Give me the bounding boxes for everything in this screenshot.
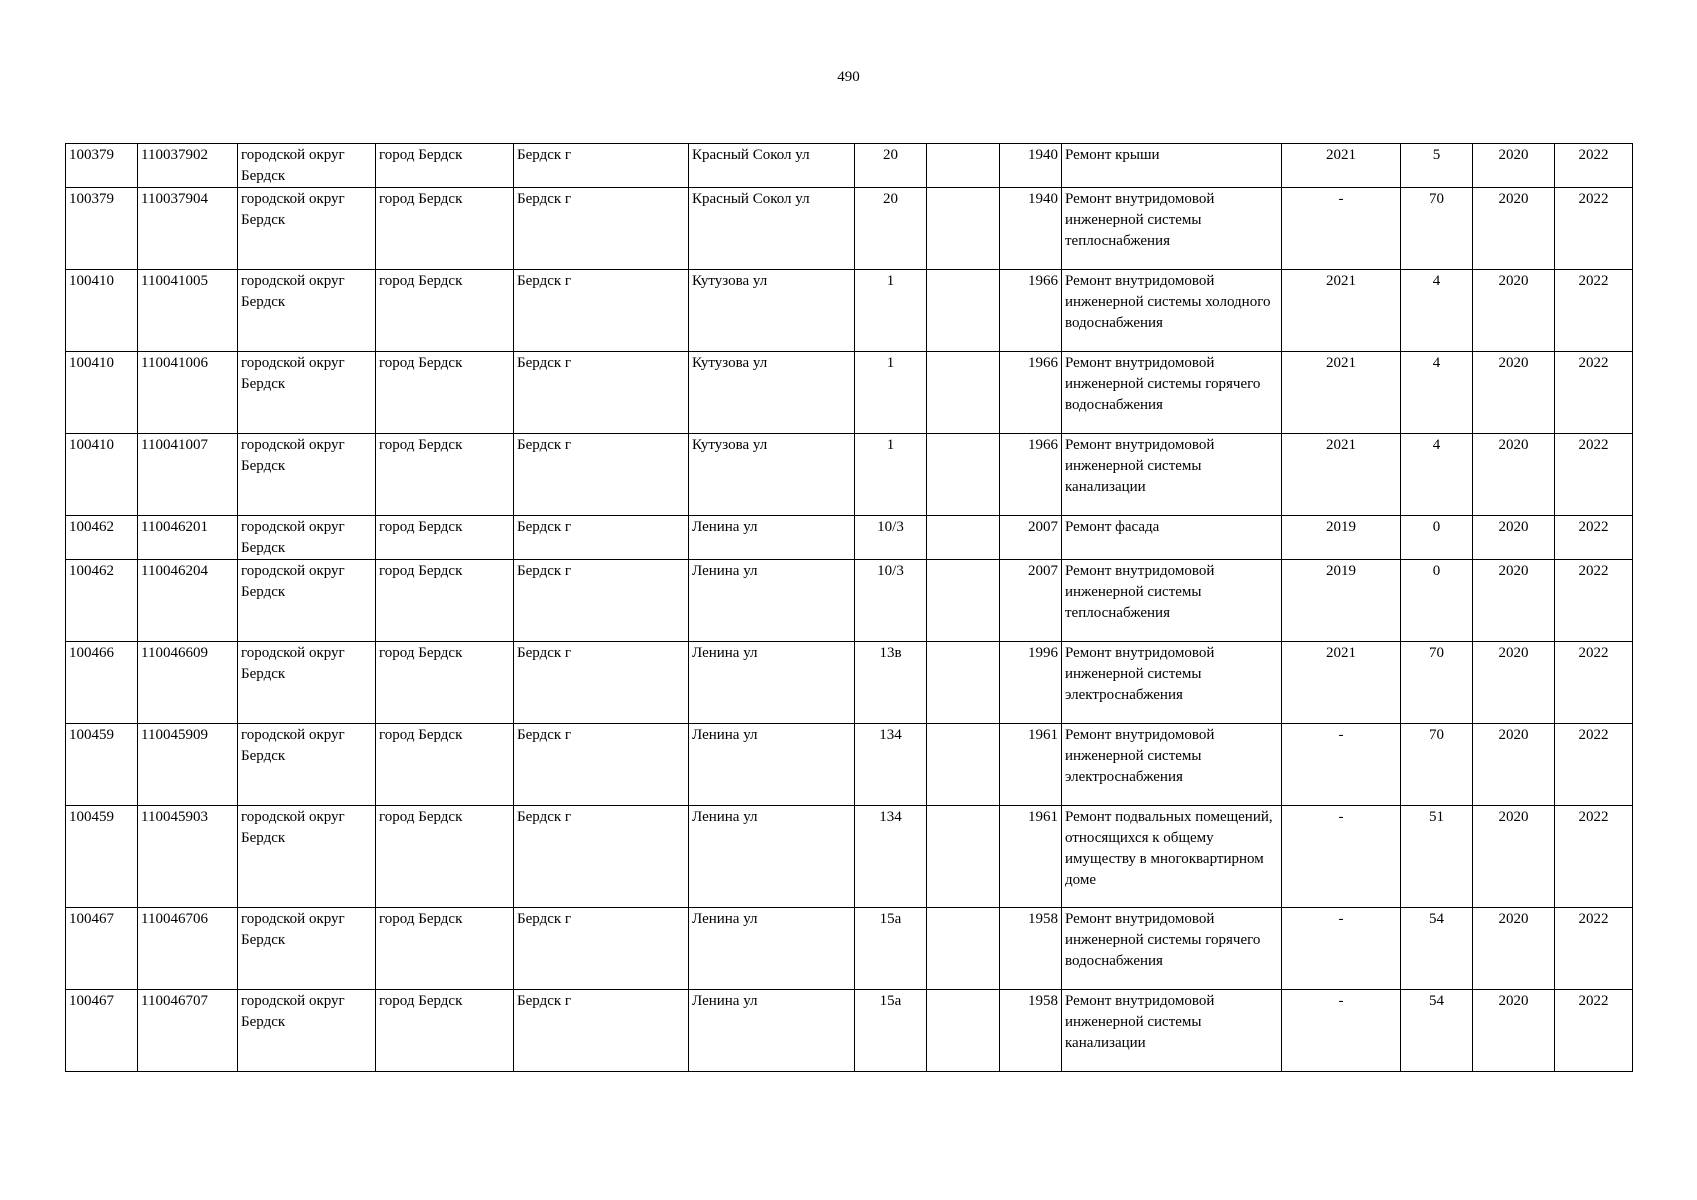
work-id-cell: 110046707 — [138, 990, 238, 1072]
building-cell — [927, 270, 1000, 352]
wear-percent-cell: 0 — [1401, 516, 1473, 560]
table-row — [66, 188, 1633, 270]
locality-cell: Бердск г — [514, 352, 689, 434]
locality-cell: Бердск г — [514, 144, 689, 188]
house-number-cell: 13в — [855, 642, 927, 724]
building-cell — [927, 188, 1000, 270]
table-row — [66, 270, 1633, 352]
house-number-cell: 20 — [855, 144, 927, 188]
work-type-cell: Ремонт внутридомовой инженерной системы горячего водоснабжения — [1062, 908, 1282, 990]
work-id-cell: 110041007 — [138, 434, 238, 516]
settlement-cell: город Бердск — [376, 434, 514, 516]
plan-end-cell: 2022 — [1555, 516, 1633, 560]
plan-start-cell: 2020 — [1473, 908, 1555, 990]
last-repair-year-cell: 2021 — [1282, 352, 1401, 434]
house-id-cell: 100379 — [66, 144, 138, 188]
plan-end-cell: 2022 — [1555, 806, 1633, 908]
plan-end-cell: 2022 — [1555, 188, 1633, 270]
locality-cell: Бердск г — [514, 270, 689, 352]
table-row — [66, 434, 1633, 516]
municipality-cell: городской округ Бердск — [238, 352, 376, 434]
last-repair-year-cell: - — [1282, 806, 1401, 908]
street-cell: Ленина ул — [689, 990, 855, 1072]
plan-start-cell: 2020 — [1473, 188, 1555, 270]
wear-percent-cell: 70 — [1401, 188, 1473, 270]
plan-start-cell: 2020 — [1473, 642, 1555, 724]
build-year-cell: 1961 — [1000, 806, 1062, 908]
locality-cell: Бердск г — [514, 724, 689, 806]
building-cell — [927, 908, 1000, 990]
house-number-cell: 20 — [855, 188, 927, 270]
settlement-cell: город Бердск — [376, 516, 514, 560]
street-cell: Кутузова ул — [689, 352, 855, 434]
plan-start-cell: 2020 — [1473, 270, 1555, 352]
work-type-cell: Ремонт подвальных помещений, относящихся к общему имуществу в многоквартирном доме — [1062, 806, 1282, 908]
build-year-cell: 1961 — [1000, 724, 1062, 806]
table-row — [66, 642, 1633, 724]
house-number-cell: 10/3 — [855, 516, 927, 560]
municipality-cell: городской округ Бердск — [238, 642, 376, 724]
settlement-cell: город Бердск — [376, 560, 514, 642]
last-repair-year-cell: 2021 — [1282, 144, 1401, 188]
plan-end-cell: 2022 — [1555, 990, 1633, 1072]
house-id-cell: 100410 — [66, 352, 138, 434]
build-year-cell: 1958 — [1000, 908, 1062, 990]
wear-percent-cell: 5 — [1401, 144, 1473, 188]
plan-end-cell: 2022 — [1555, 144, 1633, 188]
wear-percent-cell: 51 — [1401, 806, 1473, 908]
work-id-cell: 110037904 — [138, 188, 238, 270]
work-id-cell: 110041005 — [138, 270, 238, 352]
work-id-cell: 110045903 — [138, 806, 238, 908]
build-year-cell: 1966 — [1000, 270, 1062, 352]
table-row — [66, 144, 1633, 188]
work-id-cell: 110046201 — [138, 516, 238, 560]
plan-end-cell: 2022 — [1555, 724, 1633, 806]
build-year-cell: 1958 — [1000, 990, 1062, 1072]
building-cell — [927, 642, 1000, 724]
wear-percent-cell: 4 — [1401, 352, 1473, 434]
street-cell: Ленина ул — [689, 642, 855, 724]
settlement-cell: город Бердск — [376, 908, 514, 990]
building-cell — [927, 144, 1000, 188]
last-repair-year-cell: 2021 — [1282, 270, 1401, 352]
wear-percent-cell: 54 — [1401, 990, 1473, 1072]
locality-cell: Бердск г — [514, 188, 689, 270]
wear-percent-cell: 4 — [1401, 434, 1473, 516]
house-id-cell: 100459 — [66, 724, 138, 806]
last-repair-year-cell: 2021 — [1282, 642, 1401, 724]
work-type-cell: Ремонт внутридомовой инженерной системы канализации — [1062, 990, 1282, 1072]
settlement-cell: город Бердск — [376, 990, 514, 1072]
locality-cell: Бердск г — [514, 434, 689, 516]
house-number-cell: 1 — [855, 434, 927, 516]
street-cell: Кутузова ул — [689, 434, 855, 516]
settlement-cell: город Бердск — [376, 270, 514, 352]
house-id-cell: 100410 — [66, 434, 138, 516]
building-cell — [927, 560, 1000, 642]
house-number-cell: 134 — [855, 806, 927, 908]
last-repair-year-cell: - — [1282, 908, 1401, 990]
municipality-cell: городской округ Бердск — [238, 560, 376, 642]
plan-end-cell: 2022 — [1555, 270, 1633, 352]
plan-start-cell: 2020 — [1473, 144, 1555, 188]
work-type-cell: Ремонт внутридомовой инженерной системы теплоснабжения — [1062, 560, 1282, 642]
work-type-cell: Ремонт фасада — [1062, 516, 1282, 560]
street-cell: Кутузова ул — [689, 270, 855, 352]
building-cell — [927, 352, 1000, 434]
plan-start-cell: 2020 — [1473, 434, 1555, 516]
wear-percent-cell: 4 — [1401, 270, 1473, 352]
work-id-cell: 110046609 — [138, 642, 238, 724]
house-number-cell: 1 — [855, 352, 927, 434]
last-repair-year-cell: - — [1282, 724, 1401, 806]
plan-end-cell: 2022 — [1555, 642, 1633, 724]
locality-cell: Бердск г — [514, 908, 689, 990]
table-body — [66, 144, 1633, 1072]
wear-percent-cell: 70 — [1401, 642, 1473, 724]
work-id-cell: 110045909 — [138, 724, 238, 806]
plan-end-cell: 2022 — [1555, 908, 1633, 990]
work-type-cell: Ремонт внутридомовой инженерной системы теплоснабжения — [1062, 188, 1282, 270]
street-cell: Красный Сокол ул — [689, 188, 855, 270]
house-id-cell: 100459 — [66, 806, 138, 908]
plan-end-cell: 2022 — [1555, 560, 1633, 642]
municipality-cell: городской округ Бердск — [238, 188, 376, 270]
municipality-cell: городской округ Бердск — [238, 144, 376, 188]
municipality-cell: городской округ Бердск — [238, 806, 376, 908]
locality-cell: Бердск г — [514, 642, 689, 724]
work-type-cell: Ремонт крыши — [1062, 144, 1282, 188]
plan-start-cell: 2020 — [1473, 352, 1555, 434]
municipality-cell: городской округ Бердск — [238, 724, 376, 806]
wear-percent-cell: 54 — [1401, 908, 1473, 990]
locality-cell: Бердск г — [514, 806, 689, 908]
street-cell: Ленина ул — [689, 560, 855, 642]
municipality-cell: городской округ Бердск — [238, 908, 376, 990]
table-row — [66, 908, 1633, 990]
table-row — [66, 806, 1633, 908]
table-row — [66, 560, 1633, 642]
plan-start-cell: 2020 — [1473, 806, 1555, 908]
table-row — [66, 352, 1633, 434]
house-id-cell: 100462 — [66, 516, 138, 560]
plan-start-cell: 2020 — [1473, 724, 1555, 806]
work-type-cell: Ремонт внутридомовой инженерной системы горячего водоснабжения — [1062, 352, 1282, 434]
work-type-cell: Ремонт внутридомовой инженерной системы канализации — [1062, 434, 1282, 516]
settlement-cell: город Бердск — [376, 724, 514, 806]
locality-cell: Бердск г — [514, 560, 689, 642]
work-id-cell: 110046204 — [138, 560, 238, 642]
municipality-cell: городской округ Бердск — [238, 270, 376, 352]
plan-start-cell: 2020 — [1473, 560, 1555, 642]
work-id-cell: 110041006 — [138, 352, 238, 434]
house-number-cell: 134 — [855, 724, 927, 806]
last-repair-year-cell: - — [1282, 188, 1401, 270]
municipality-cell: городской округ Бердск — [238, 516, 376, 560]
street-cell: Ленина ул — [689, 516, 855, 560]
work-type-cell: Ремонт внутридомовой инженерной системы холодного водоснабжения — [1062, 270, 1282, 352]
settlement-cell: город Бердск — [376, 642, 514, 724]
build-year-cell: 1966 — [1000, 352, 1062, 434]
build-year-cell: 1966 — [1000, 434, 1062, 516]
settlement-cell: город Бердск — [376, 352, 514, 434]
plan-end-cell: 2022 — [1555, 434, 1633, 516]
house-number-cell: 10/3 — [855, 560, 927, 642]
last-repair-year-cell: - — [1282, 990, 1401, 1072]
plan-start-cell: 2020 — [1473, 990, 1555, 1072]
last-repair-year-cell: 2019 — [1282, 560, 1401, 642]
work-id-cell: 110046706 — [138, 908, 238, 990]
build-year-cell: 2007 — [1000, 560, 1062, 642]
house-id-cell: 100462 — [66, 560, 138, 642]
building-cell — [927, 724, 1000, 806]
locality-cell: Бердск г — [514, 990, 689, 1072]
settlement-cell: город Бердск — [376, 144, 514, 188]
page-number: 490 — [837, 69, 860, 85]
last-repair-year-cell: 2019 — [1282, 516, 1401, 560]
municipality-cell: городской округ Бердск — [238, 990, 376, 1072]
capital-repair-table — [65, 143, 1633, 1072]
wear-percent-cell: 0 — [1401, 560, 1473, 642]
house-id-cell: 100467 — [66, 908, 138, 990]
settlement-cell: город Бердск — [376, 188, 514, 270]
build-year-cell: 1940 — [1000, 144, 1062, 188]
build-year-cell: 2007 — [1000, 516, 1062, 560]
plan-start-cell: 2020 — [1473, 516, 1555, 560]
house-id-cell: 100379 — [66, 188, 138, 270]
table-row — [66, 724, 1633, 806]
street-cell: Ленина ул — [689, 908, 855, 990]
street-cell: Красный Сокол ул — [689, 144, 855, 188]
building-cell — [927, 516, 1000, 560]
street-cell: Ленина ул — [689, 806, 855, 908]
building-cell — [927, 434, 1000, 516]
locality-cell: Бердск г — [514, 516, 689, 560]
building-cell — [927, 990, 1000, 1072]
work-id-cell: 110037902 — [138, 144, 238, 188]
house-id-cell: 100467 — [66, 990, 138, 1072]
street-cell: Ленина ул — [689, 724, 855, 806]
house-id-cell: 100466 — [66, 642, 138, 724]
plan-end-cell: 2022 — [1555, 352, 1633, 434]
wear-percent-cell: 70 — [1401, 724, 1473, 806]
house-id-cell: 100410 — [66, 270, 138, 352]
house-number-cell: 15а — [855, 908, 927, 990]
build-year-cell: 1996 — [1000, 642, 1062, 724]
work-type-cell: Ремонт внутридомовой инженерной системы электроснабжения — [1062, 724, 1282, 806]
building-cell — [927, 806, 1000, 908]
last-repair-year-cell: 2021 — [1282, 434, 1401, 516]
settlement-cell: город Бердск — [376, 806, 514, 908]
house-number-cell: 1 — [855, 270, 927, 352]
house-number-cell: 15а — [855, 990, 927, 1072]
table-row — [66, 516, 1633, 560]
table-row — [66, 990, 1633, 1072]
municipality-cell: городской округ Бердск — [238, 434, 376, 516]
work-type-cell: Ремонт внутридомовой инженерной системы электроснабжения — [1062, 642, 1282, 724]
build-year-cell: 1940 — [1000, 188, 1062, 270]
